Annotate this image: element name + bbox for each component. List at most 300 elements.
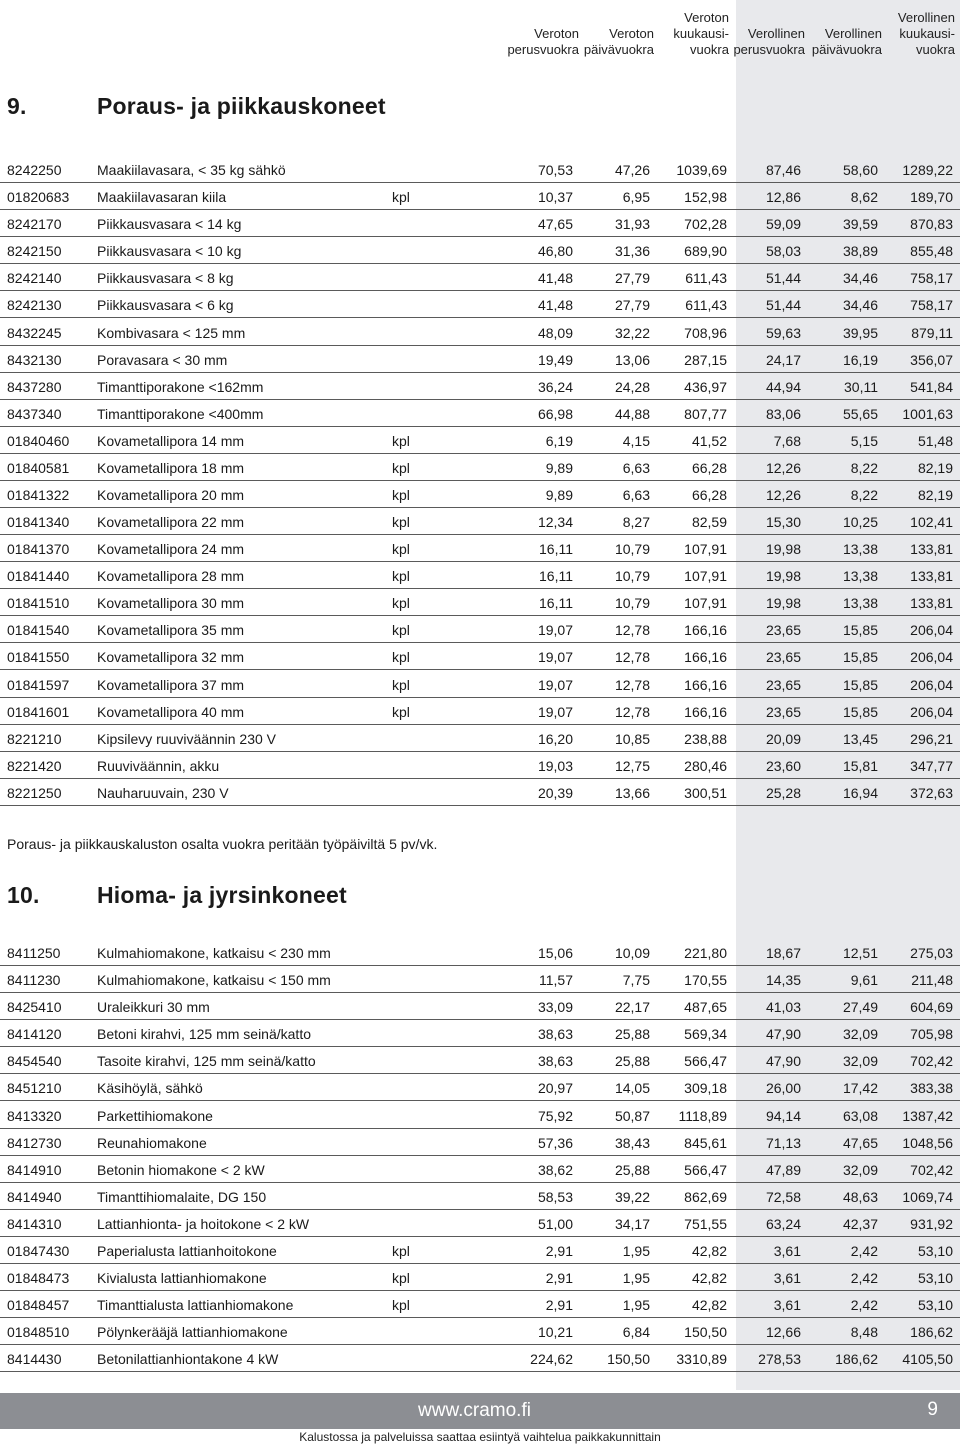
product-name: Kovametallipora 28 mm bbox=[97, 568, 245, 585]
table-row bbox=[0, 346, 960, 373]
product-code: 01841340 bbox=[7, 514, 70, 531]
product-name: Kulmahiomakone, katkaisu < 230 mm bbox=[97, 945, 331, 962]
price-cell: 12,26 bbox=[765, 459, 801, 476]
price-cell: 39,22 bbox=[614, 1188, 650, 1205]
price-cell: 12,51 bbox=[842, 945, 878, 962]
price-cell: 275,03 bbox=[910, 945, 953, 962]
product-name: Piikkausvasara < 8 kg bbox=[97, 270, 234, 287]
product-name: Uraleikkuri 30 mm bbox=[97, 999, 210, 1016]
product-name: Ruuviväännin, akku bbox=[97, 757, 220, 774]
product-name: Paperialusta lattianhoitokone bbox=[97, 1242, 277, 1259]
header-line: vuokra bbox=[915, 42, 955, 57]
price-cell: 1,95 bbox=[622, 1242, 650, 1259]
product-name: Betonilattianhiontakone 4 kW bbox=[97, 1351, 279, 1368]
table-row bbox=[0, 1183, 960, 1210]
price-cell: 39,59 bbox=[842, 216, 878, 233]
table-row bbox=[0, 156, 960, 183]
price-cell: 47,90 bbox=[765, 1053, 801, 1070]
price-cell: 356,07 bbox=[910, 351, 953, 368]
price-cell: 2,91 bbox=[545, 1242, 573, 1259]
price-cell: 566,47 bbox=[684, 1053, 727, 1070]
price-cell: 807,77 bbox=[684, 405, 727, 422]
price-cell: 541,84 bbox=[910, 378, 953, 395]
product-code: 01841440 bbox=[7, 568, 70, 585]
price-cell: 19,98 bbox=[765, 541, 801, 558]
price-cell: 39,95 bbox=[842, 324, 878, 341]
price-cell: 150,50 bbox=[607, 1351, 650, 1368]
header-line: Verollinen bbox=[747, 26, 805, 41]
price-cell: 12,34 bbox=[537, 514, 573, 531]
price-cell: 19,07 bbox=[537, 649, 573, 666]
price-cell: 2,91 bbox=[545, 1270, 573, 1287]
price-cell: 879,11 bbox=[911, 324, 953, 341]
header-verollinen-perusvuokra bbox=[733, 26, 805, 58]
price-cell: 66,28 bbox=[691, 459, 727, 476]
table-row bbox=[0, 670, 960, 697]
product-code: 8242250 bbox=[7, 162, 62, 179]
price-cell: 17,42 bbox=[842, 1080, 878, 1097]
header-line: Verollinen bbox=[897, 10, 955, 25]
price-cell: 14,35 bbox=[765, 972, 801, 989]
price-cell: 13,38 bbox=[842, 541, 878, 558]
product-name: Kovametallipora 37 mm bbox=[97, 676, 245, 693]
price-cell: 12,26 bbox=[765, 487, 801, 504]
price-cell: 107,91 bbox=[684, 568, 727, 585]
price-cell: 569,34 bbox=[684, 1026, 727, 1043]
price-cell: 15,81 bbox=[842, 757, 878, 774]
price-cell: 20,97 bbox=[537, 1080, 573, 1097]
price-cell: 15,85 bbox=[842, 676, 878, 693]
price-cell: 133,81 bbox=[910, 568, 953, 585]
price-cell: 280,46 bbox=[684, 757, 727, 774]
price-cell: 23,65 bbox=[765, 703, 801, 720]
price-cell: 2,42 bbox=[850, 1297, 878, 1314]
product-code: 01841510 bbox=[7, 595, 70, 612]
price-cell: 25,88 bbox=[614, 1026, 650, 1043]
price-cell: 82,59 bbox=[691, 514, 727, 531]
product-name: Timanttiporakone <400mm bbox=[97, 405, 264, 422]
product-name: Maakiilavasara, < 35 kg sähkö bbox=[97, 162, 286, 179]
price-cell: 38,89 bbox=[842, 243, 878, 260]
table-row bbox=[0, 993, 960, 1020]
product-code: 01841601 bbox=[7, 703, 70, 720]
price-cell: 66,98 bbox=[537, 405, 573, 422]
product-code: 8414430 bbox=[7, 1351, 62, 1368]
price-cell: 4105,50 bbox=[902, 1351, 953, 1368]
price-cell: 9,89 bbox=[545, 487, 573, 504]
price-cell: 23,60 bbox=[765, 757, 801, 774]
price-cell: 6,63 bbox=[622, 487, 650, 504]
table-row bbox=[0, 562, 960, 589]
product-unit: kpl bbox=[392, 514, 410, 531]
price-cell: 25,88 bbox=[614, 1053, 650, 1070]
product-code: 01847430 bbox=[7, 1242, 70, 1259]
price-cell: 16,11 bbox=[539, 541, 573, 558]
price-cell: 10,09 bbox=[614, 945, 650, 962]
price-cell: 300,51 bbox=[684, 784, 727, 801]
price-cell: 51,00 bbox=[537, 1215, 573, 1232]
price-cell: 170,55 bbox=[684, 972, 727, 989]
price-cell: 87,46 bbox=[765, 162, 801, 179]
page-number: 9 bbox=[927, 1399, 938, 1420]
price-cell: 186,62 bbox=[835, 1351, 878, 1368]
footer-disclaimer: Kalustossa ja palveluissa saattaa esiintyä vaihtelua paikkakunnittain bbox=[299, 1430, 661, 1444]
price-cell: 12,78 bbox=[614, 649, 650, 666]
price-cell: 58,60 bbox=[842, 162, 878, 179]
price-cell: 206,04 bbox=[910, 676, 953, 693]
price-cell: 15,85 bbox=[842, 703, 878, 720]
price-cell: 19,07 bbox=[537, 622, 573, 639]
product-code: 8242140 bbox=[7, 270, 62, 287]
price-cell: 34,46 bbox=[842, 297, 878, 314]
price-cell: 22,17 bbox=[614, 999, 650, 1016]
price-cell: 845,61 bbox=[684, 1134, 727, 1151]
price-cell: 31,93 bbox=[614, 216, 650, 233]
price-cell: 58,03 bbox=[765, 243, 801, 260]
price-cell: 9,89 bbox=[545, 459, 573, 476]
table-row bbox=[0, 779, 960, 806]
price-cell: 6,84 bbox=[622, 1324, 650, 1341]
price-cell: 1,95 bbox=[622, 1297, 650, 1314]
section-title-text: Hioma- ja jyrsinkoneet bbox=[97, 882, 347, 908]
header-line: kuukausi- bbox=[899, 26, 955, 41]
price-cell: 186,62 bbox=[910, 1324, 953, 1341]
product-name: Kovametallipora 18 mm bbox=[97, 459, 245, 476]
section-title-text: Poraus- ja piikkauskoneet bbox=[97, 93, 386, 119]
price-cell: 19,07 bbox=[537, 703, 573, 720]
price-cell: 206,04 bbox=[910, 622, 953, 639]
header-line: kuukausi- bbox=[673, 26, 729, 41]
price-cell: 38,63 bbox=[537, 1026, 573, 1043]
price-cell: 66,28 bbox=[691, 487, 727, 504]
price-cell: 7,75 bbox=[622, 972, 650, 989]
product-unit: kpl bbox=[392, 1270, 410, 1287]
table-row bbox=[0, 1156, 960, 1183]
product-code: 8411250 bbox=[7, 945, 61, 962]
product-code: 8414910 bbox=[7, 1161, 62, 1178]
product-name: Kovametallipora 24 mm bbox=[97, 541, 245, 558]
price-cell: 41,52 bbox=[691, 432, 727, 449]
price-cell: 150,50 bbox=[684, 1324, 727, 1341]
product-name: Parkettihiomakone bbox=[97, 1107, 213, 1124]
footer-url-link[interactable]: www.cramo.fi bbox=[418, 1400, 531, 1421]
product-code: 01848473 bbox=[7, 1270, 70, 1287]
price-cell: 1039,69 bbox=[676, 162, 727, 179]
price-cell: 30,11 bbox=[844, 378, 878, 395]
price-cell: 12,78 bbox=[614, 622, 650, 639]
price-cell: 15,06 bbox=[537, 945, 573, 962]
section-9-title bbox=[7, 93, 386, 120]
product-unit: kpl bbox=[392, 649, 410, 666]
price-cell: 32,09 bbox=[842, 1026, 878, 1043]
product-code: 8242150 bbox=[7, 243, 62, 260]
price-cell: 7,68 bbox=[773, 432, 801, 449]
price-cell: 24,17 bbox=[765, 351, 801, 368]
price-cell: 3,61 bbox=[773, 1297, 801, 1314]
table-row bbox=[0, 1318, 960, 1345]
price-cell: 82,19 bbox=[917, 459, 953, 476]
price-cell: 287,15 bbox=[684, 351, 727, 368]
price-cell: 15,85 bbox=[842, 649, 878, 666]
price-cell: 206,04 bbox=[910, 703, 953, 720]
product-code: 01841550 bbox=[7, 649, 70, 666]
table-row bbox=[0, 589, 960, 616]
table-row bbox=[0, 264, 960, 291]
price-cell: 16,19 bbox=[842, 351, 878, 368]
price-cell: 16,11 bbox=[539, 595, 573, 612]
price-cell: 12,78 bbox=[614, 676, 650, 693]
price-cell: 38,62 bbox=[537, 1161, 573, 1178]
price-cell: 16,11 bbox=[539, 568, 573, 585]
price-cell: 166,16 bbox=[684, 622, 727, 639]
product-unit: kpl bbox=[392, 1297, 410, 1314]
price-cell: 12,86 bbox=[765, 189, 801, 206]
price-cell: 46,80 bbox=[537, 243, 573, 260]
product-name: Kovametallipora 22 mm bbox=[97, 514, 245, 531]
price-cell: 47,90 bbox=[765, 1026, 801, 1043]
price-cell: 10,21 bbox=[537, 1324, 573, 1341]
product-unit: kpl bbox=[392, 1242, 410, 1259]
price-cell: 611,43 bbox=[685, 297, 727, 314]
price-cell: 5,15 bbox=[850, 432, 878, 449]
table-row bbox=[0, 752, 960, 779]
product-name: Pölynkerääjä lattianhiomakone bbox=[97, 1324, 288, 1341]
price-cell: 20,39 bbox=[537, 784, 573, 801]
price-cell: 3,61 bbox=[773, 1270, 801, 1287]
price-cell: 1118,89 bbox=[678, 1107, 727, 1124]
table-row bbox=[0, 1345, 960, 1372]
product-name: Kulmahiomakone, katkaisu < 150 mm bbox=[97, 972, 331, 989]
header-line: perusvuokra bbox=[733, 42, 805, 57]
price-cell: 32,09 bbox=[842, 1161, 878, 1178]
header-verollinen-kuukausivuokra bbox=[898, 10, 955, 58]
price-cell: 32,22 bbox=[614, 324, 650, 341]
price-cell: 16,20 bbox=[537, 730, 573, 747]
table-row bbox=[0, 1129, 960, 1156]
price-cell: 34,17 bbox=[614, 1215, 650, 1232]
product-code: 8242130 bbox=[7, 297, 62, 314]
price-cell: 11,57 bbox=[539, 972, 573, 989]
product-code: 8451210 bbox=[7, 1080, 62, 1097]
price-cell: 758,17 bbox=[910, 297, 953, 314]
price-cell: 16,94 bbox=[842, 784, 878, 801]
product-name: Kovametallipora 40 mm bbox=[97, 703, 245, 720]
price-cell: 566,47 bbox=[684, 1161, 727, 1178]
product-code: 01848510 bbox=[7, 1324, 70, 1341]
product-name: Maakiilavasaran kiila bbox=[97, 189, 227, 206]
table-row bbox=[0, 535, 960, 562]
header-line: Veroton bbox=[534, 26, 579, 41]
product-code: 8412730 bbox=[7, 1134, 62, 1151]
table-row bbox=[0, 616, 960, 643]
product-code: 8437280 bbox=[7, 378, 62, 395]
price-cell: 15,85 bbox=[842, 622, 878, 639]
product-name: Kombivasara < 125 mm bbox=[97, 324, 246, 341]
price-cell: 25,28 bbox=[765, 784, 801, 801]
table-row bbox=[0, 183, 960, 210]
table-row bbox=[0, 966, 960, 993]
price-cell: 23,65 bbox=[765, 622, 801, 639]
price-cell: 751,55 bbox=[684, 1215, 727, 1232]
price-cell: 10,37 bbox=[537, 189, 573, 206]
price-cell: 8,22 bbox=[850, 487, 878, 504]
price-cell: 72,58 bbox=[765, 1188, 801, 1205]
product-code: 8414120 bbox=[7, 1026, 62, 1043]
price-cell: 51,44 bbox=[765, 297, 801, 314]
price-cell: 41,48 bbox=[537, 297, 573, 314]
price-cell: 278,53 bbox=[758, 1351, 801, 1368]
section-9-note: Poraus- ja piikkauskaluston osalta vuokra peritään työpäiviltä 5 pv/vk. bbox=[7, 836, 438, 852]
product-name: Kovametallipora 20 mm bbox=[97, 487, 245, 504]
table-row bbox=[0, 1047, 960, 1074]
price-cell: 8,48 bbox=[850, 1324, 878, 1341]
product-unit: kpl bbox=[392, 487, 410, 504]
price-cell: 63,24 bbox=[765, 1215, 801, 1232]
product-unit: kpl bbox=[392, 703, 410, 720]
product-unit: kpl bbox=[392, 432, 410, 449]
price-cell: 931,92 bbox=[910, 1215, 953, 1232]
price-cell: 10,25 bbox=[842, 514, 878, 531]
header-line: vuokra bbox=[689, 42, 729, 57]
price-cell: 870,83 bbox=[910, 216, 953, 233]
product-unit: kpl bbox=[392, 541, 410, 558]
header-line: Veroton bbox=[609, 26, 654, 41]
price-cell: 372,63 bbox=[910, 784, 953, 801]
price-cell: 42,82 bbox=[691, 1270, 727, 1287]
product-name: Reunahiomakone bbox=[97, 1134, 207, 1151]
price-cell: 32,09 bbox=[842, 1053, 878, 1070]
table-row bbox=[0, 508, 960, 535]
product-code: 01840581 bbox=[7, 459, 70, 476]
price-cell: 855,48 bbox=[910, 243, 953, 260]
price-cell: 6,63 bbox=[622, 459, 650, 476]
product-code: 8425410 bbox=[7, 999, 62, 1016]
price-cell: 4,15 bbox=[622, 432, 650, 449]
price-cell: 206,04 bbox=[910, 649, 953, 666]
price-cell: 611,43 bbox=[685, 270, 727, 287]
table-row bbox=[0, 1101, 960, 1128]
price-cell: 10,79 bbox=[614, 595, 650, 612]
price-cell: 38,63 bbox=[537, 1053, 573, 1070]
price-cell: 70,53 bbox=[537, 162, 573, 179]
price-cell: 13,45 bbox=[842, 730, 878, 747]
price-cell: 27,79 bbox=[614, 297, 650, 314]
product-name: Kovametallipora 30 mm bbox=[97, 595, 245, 612]
product-name: Poravasara < 30 mm bbox=[97, 351, 228, 368]
product-code: 8413320 bbox=[7, 1107, 62, 1124]
price-cell: 41,03 bbox=[765, 999, 801, 1016]
table-row bbox=[0, 454, 960, 481]
price-cell: 166,16 bbox=[684, 649, 727, 666]
header-verollinen-paivavuokra bbox=[812, 26, 882, 58]
product-code: 8242170 bbox=[7, 216, 62, 233]
price-cell: 702,42 bbox=[910, 1053, 953, 1070]
price-cell: 383,38 bbox=[910, 1080, 953, 1097]
header-line: päivävuokra bbox=[811, 42, 882, 57]
price-cell: 48,09 bbox=[537, 324, 573, 341]
product-name: Kovametallipora 14 mm bbox=[97, 432, 245, 449]
product-unit: kpl bbox=[392, 568, 410, 585]
price-cell: 9,61 bbox=[850, 972, 878, 989]
product-name: Kovametallipora 35 mm bbox=[97, 622, 245, 639]
price-cell: 347,77 bbox=[910, 757, 953, 774]
price-cell: 26,00 bbox=[765, 1080, 801, 1097]
price-cell: 6,19 bbox=[545, 432, 573, 449]
price-cell: 166,16 bbox=[684, 703, 727, 720]
table-row bbox=[0, 318, 960, 345]
price-cell: 53,10 bbox=[917, 1270, 953, 1287]
price-cell: 38,43 bbox=[614, 1134, 650, 1151]
price-cell: 31,36 bbox=[614, 243, 650, 260]
price-cell: 3,61 bbox=[773, 1242, 801, 1259]
product-unit: kpl bbox=[392, 595, 410, 612]
header-veroton-perusvuokra bbox=[507, 26, 579, 58]
header-line: Veroton bbox=[684, 10, 729, 25]
price-cell: 6,95 bbox=[622, 189, 650, 206]
price-cell: 107,91 bbox=[684, 595, 727, 612]
table-row bbox=[0, 939, 960, 966]
price-cell: 25,88 bbox=[614, 1161, 650, 1178]
price-cell: 14,05 bbox=[614, 1080, 650, 1097]
price-cell: 705,98 bbox=[910, 1026, 953, 1043]
price-cell: 19,98 bbox=[765, 595, 801, 612]
table-row bbox=[0, 1210, 960, 1237]
product-name: Nauharuuvain, 230 V bbox=[97, 784, 229, 801]
price-cell: 59,63 bbox=[765, 324, 801, 341]
product-name: Käsihöylä, sähkö bbox=[97, 1080, 203, 1097]
price-cell: 862,69 bbox=[684, 1188, 727, 1205]
price-cell: 18,67 bbox=[765, 945, 801, 962]
price-cell: 1001,63 bbox=[902, 405, 953, 422]
price-cell: 13,38 bbox=[842, 568, 878, 585]
price-cell: 42,37 bbox=[842, 1215, 878, 1232]
price-cell: 19,98 bbox=[765, 568, 801, 585]
product-name: Timanttiporakone <162mm bbox=[97, 378, 264, 395]
price-cell: 75,92 bbox=[537, 1107, 573, 1124]
price-cell: 102,41 bbox=[910, 514, 953, 531]
table-row bbox=[0, 1264, 960, 1291]
price-cell: 48,63 bbox=[842, 1188, 878, 1205]
price-cell: 47,65 bbox=[537, 216, 573, 233]
product-code: 8414310 bbox=[7, 1215, 62, 1232]
product-code: 01841370 bbox=[7, 541, 70, 558]
product-code: 8411230 bbox=[7, 972, 61, 989]
price-cell: 57,36 bbox=[537, 1134, 573, 1151]
price-cell: 47,26 bbox=[614, 162, 650, 179]
price-cell: 2,42 bbox=[850, 1242, 878, 1259]
price-cell: 758,17 bbox=[910, 270, 953, 287]
price-cell: 24,28 bbox=[614, 378, 650, 395]
table-row bbox=[0, 291, 960, 318]
product-code: 01841322 bbox=[7, 487, 70, 504]
product-code: 01848457 bbox=[7, 1297, 70, 1314]
price-cell: 44,88 bbox=[614, 405, 650, 422]
price-cell: 1048,56 bbox=[902, 1134, 953, 1151]
product-name: Lattianhionta- ja hoitokone < 2 kW bbox=[97, 1215, 310, 1232]
price-cell: 8,62 bbox=[850, 189, 878, 206]
product-name: Timanttialusta lattianhiomakone bbox=[97, 1297, 294, 1314]
price-cell: 296,21 bbox=[910, 730, 953, 747]
price-cell: 94,14 bbox=[765, 1107, 801, 1124]
product-unit: kpl bbox=[392, 189, 410, 206]
price-cell: 133,81 bbox=[910, 595, 953, 612]
price-cell: 53,10 bbox=[917, 1297, 953, 1314]
price-cell: 51,48 bbox=[917, 432, 953, 449]
product-code: 01840460 bbox=[7, 432, 70, 449]
table-row bbox=[0, 1291, 960, 1318]
table-row bbox=[0, 373, 960, 400]
product-code: 8414940 bbox=[7, 1188, 62, 1205]
